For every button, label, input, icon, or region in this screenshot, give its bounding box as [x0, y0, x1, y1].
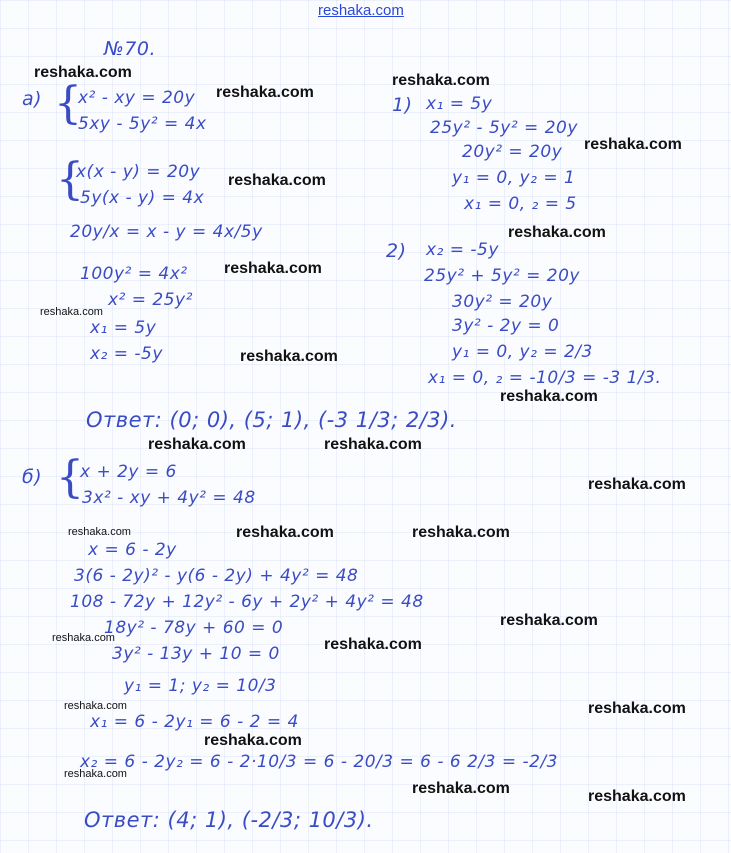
eq-a-7: x² = 25y²	[108, 290, 193, 310]
watermark: reshaka.com	[34, 64, 132, 81]
watermark: reshaka.com	[324, 436, 422, 453]
case-2-label: 2)	[386, 240, 407, 262]
watermark: reshaka.com	[588, 788, 686, 805]
case-1-line: 25y² - 5y² = 20y	[430, 118, 578, 138]
system-brace: {	[56, 452, 84, 503]
part-b-label: б)	[22, 466, 43, 488]
watermark: reshaka.com	[204, 732, 302, 749]
watermark: reshaka.com	[40, 306, 103, 318]
eq-a-8: x₁ = 5y	[90, 318, 157, 338]
case-2-line: 3y² - 2y = 0	[452, 316, 560, 336]
eq-b-9: x₁ = 6 - 2y₁ = 6 - 2 = 4	[90, 712, 299, 732]
case-2-line: x₂ = -5y	[426, 240, 499, 260]
watermark: reshaka.com	[500, 612, 598, 629]
case-2-line: y₁ = 0, y₂ = 2/3	[452, 342, 593, 362]
eq-a-5: 20y/x = x - y = 4x/5y	[70, 222, 263, 242]
part-a-label: а)	[22, 88, 43, 110]
case-2-line: x₁ = 0, ₂ = -10/3 = -3 1/3.	[428, 368, 662, 388]
eq-b-8: y₁ = 1; y₂ = 10/3	[124, 676, 277, 696]
watermark: reshaka.com	[240, 348, 338, 365]
eq-a-9: x₂ = -5y	[90, 344, 163, 364]
eq-b-1: x + 2y = 6	[80, 462, 177, 482]
eq-a-1: x² - xy = 20y	[78, 88, 196, 108]
eq-a-2: 5xy - 5y² = 4x	[78, 114, 207, 134]
system-brace: {	[56, 154, 84, 205]
watermark: reshaka.com	[52, 632, 115, 644]
case-1-line: y₁ = 0, y₂ = 1	[452, 168, 576, 188]
watermark: reshaka.com	[588, 476, 686, 493]
watermark: reshaka.com	[64, 700, 127, 712]
case-1-line: x₁ = 5y	[426, 94, 493, 114]
problem-number: №70.	[104, 38, 156, 60]
watermark: reshaka.com	[148, 436, 246, 453]
watermark: reshaka.com	[500, 388, 598, 405]
eq-b-10: x₂ = 6 - 2y₂ = 6 - 2·10/3 = 6 - 20/3 = 6 - 6 2/3 = -2/3	[80, 752, 558, 772]
watermark: reshaka.com	[216, 84, 314, 101]
watermark: reshaka.com	[64, 768, 127, 780]
watermark: reshaka.com	[588, 700, 686, 717]
eq-b-5: 108 - 72y + 12y² - 6y + 2y² + 4y² = 48	[70, 592, 424, 612]
watermark: reshaka.com	[392, 72, 490, 89]
watermark: reshaka.com	[236, 524, 334, 541]
case-2-line: 25y² + 5y² = 20y	[424, 266, 580, 286]
watermark: reshaka.com	[412, 780, 510, 797]
eq-a-6: 100y² = 4x²	[80, 264, 188, 284]
watermark: reshaka.com	[584, 136, 682, 153]
watermark: reshaka.com	[228, 172, 326, 189]
case-1-line: 20y² = 20y	[462, 142, 563, 162]
watermark: reshaka.com	[68, 526, 131, 538]
answer-b: Ответ: (4; 1), (-2/3; 10/3).	[84, 808, 374, 832]
eq-b-6: 18y² - 78y + 60 = 0	[104, 618, 284, 638]
top-watermark-link[interactable]: reshaka.com	[318, 2, 404, 19]
watermark: reshaka.com	[412, 524, 510, 541]
eq-a-4: 5y(x - y) = 4x	[80, 188, 205, 208]
eq-b-7: 3y² - 13y + 10 = 0	[112, 644, 280, 664]
eq-b-4: 3(6 - 2y)² - y(6 - 2y) + 4y² = 48	[74, 566, 359, 586]
eq-b-3: x = 6 - 2y	[88, 540, 177, 560]
eq-b-2: 3x² - xy + 4y² = 48	[82, 488, 256, 508]
case-1-line: x₁ = 0, ₂ = 5	[464, 194, 577, 214]
answer-a: Ответ: (0; 0), (5; 1), (-3 1/3; 2/3).	[86, 408, 457, 432]
watermark: reshaka.com	[224, 260, 322, 277]
eq-a-3: x(x - y) = 20y	[76, 162, 201, 182]
watermark: reshaka.com	[324, 636, 422, 653]
case-2-line: 30y² = 20y	[452, 292, 553, 312]
watermark: reshaka.com	[508, 224, 606, 241]
system-brace: {	[54, 78, 82, 129]
case-1-label: 1)	[392, 94, 413, 116]
